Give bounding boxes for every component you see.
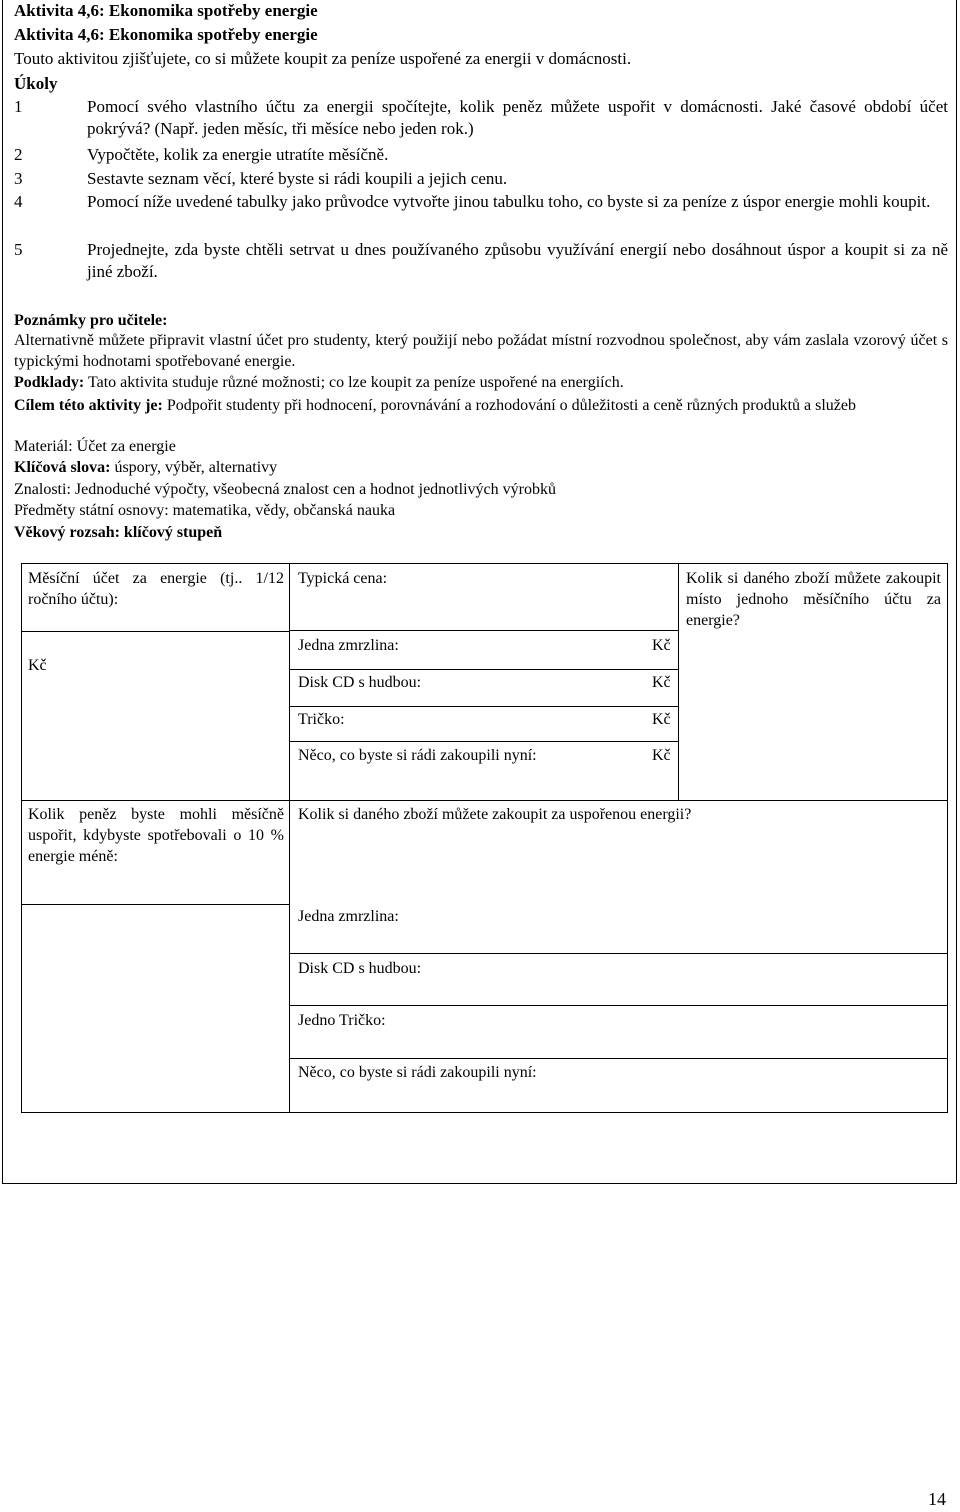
- notes-keywords: [14, 458, 277, 478]
- item-name: Disk CD s hudbou:: [298, 674, 422, 691]
- item-name: Tričko:: [298, 711, 345, 728]
- item-currency: Kč: [652, 637, 671, 654]
- notes-podklady: [14, 373, 624, 393]
- notes-goal: [14, 395, 948, 416]
- task-number: 3: [14, 169, 23, 188]
- row-divider: [289, 630, 678, 631]
- column-divider: [678, 563, 679, 800]
- item-currency: Kč: [652, 674, 671, 691]
- column-divider: [289, 563, 290, 1113]
- row-divider: [289, 706, 678, 707]
- monthly-bill-label: Měsíční účet za energie (tj.. 1/12 ročního účtu):: [28, 570, 284, 608]
- monthly-bill-currency: Kč: [28, 657, 47, 674]
- row-divider: [21, 800, 948, 801]
- row-divider: [289, 1058, 948, 1059]
- row-divider: [289, 669, 678, 670]
- activity-title-2: Aktivita 4,6: Ekonomika spotřeby energie: [14, 25, 318, 44]
- question-per-month: Kolik si daného zboží můžete zakoupit místo jednoho měsíčního účtu za energie?: [686, 570, 941, 629]
- notes-age-range: Věkový rozsah: klíčový stupeň: [14, 524, 223, 541]
- activity-title-1: Aktivita 4,6: Ekonomika spotřeby energie: [14, 1, 318, 20]
- notes-heading: Poznámky pro učitele:: [14, 312, 168, 329]
- page-number: 14: [928, 1489, 946, 1509]
- task-text: Pomocí níže uvedené tabulky jako průvodce vytvořte jinou tabulku toho, co byste si za peníze z úspor energie mohli koupit.: [87, 192, 931, 211]
- podklady-label: Podklady:: [14, 374, 85, 391]
- task-number: 1: [14, 97, 23, 116]
- podklady-text: Tato aktivita studuje různé možnosti; co lze koupit za peníze uspořené na energiích.: [84, 374, 624, 391]
- task-number: 4: [14, 192, 23, 211]
- item-name: Jedna zmrzlina:: [298, 637, 399, 654]
- item-currency: Kč: [652, 747, 671, 764]
- goal-label: Cílem této aktivity je:: [14, 397, 163, 414]
- task-text: Vypočtěte, kolik za energie utratíte měsíčně.: [87, 145, 389, 164]
- item-name: Jedno Tričko:: [298, 1012, 386, 1029]
- row-divider: [289, 1005, 948, 1006]
- item-name: Disk CD s hudbou:: [298, 960, 422, 977]
- task-text: Pomocí svého vlastního účtu za energii spočítejte, kolik peněz můžete uspořit v domácnosti. Jaké časové období účet pokrývá? (Např. jeden měsíc, tři měsíce nebo jeden rok.): [87, 97, 948, 138]
- question-savings: Kolik si daného zboží můžete zakoupit za uspořenou energii?: [298, 806, 692, 823]
- row-divider: [21, 631, 289, 632]
- keywords-label: Klíčová slova:: [14, 459, 111, 476]
- task-number: 5: [14, 240, 23, 259]
- keywords-text: úspory, výběr, alternativy: [110, 459, 278, 476]
- row-divider: [289, 741, 678, 742]
- typical-price-label: Typická cena:: [298, 570, 388, 587]
- row-divider: [21, 904, 289, 905]
- task-number: 2: [14, 145, 23, 164]
- item-name: Něco, co byste si rádi zakoupili nyní:: [298, 1064, 537, 1081]
- notes-subjects: Předměty státní osnovy: matematika, vědy, občanská nauka: [14, 502, 396, 519]
- notes-material: Materiál: Účet za energie: [14, 438, 176, 455]
- item-name: Jedna zmrzlina:: [298, 908, 399, 925]
- notes-alternative: Alternativně můžete připravit vlastní účet pro studenty, který použijí nebo požádat místní rozvodnou společnost, aby vám zaslala vzorový účet s typickými hodnotami spotřebované energie.: [14, 332, 948, 370]
- task-text: Sestavte seznam věcí, které byste si rádi koupili a jejich cenu.: [87, 169, 508, 188]
- goal-text: Podpořit studenty při hodnocení, porovnávání a rozhodování o důležitosti a ceně různých produktů a služeb: [162, 397, 856, 414]
- item-currency: Kč: [652, 711, 671, 728]
- item-name: Něco, co byste si rádi zakoupili nyní:: [298, 747, 537, 764]
- row-divider: [289, 953, 948, 954]
- notes-knowledge: Znalosti: Jednoduché výpočty, všeobecná znalost cen a hodnot jednotlivých výrobků: [14, 481, 556, 498]
- task-text: Projednejte, zda byste chtěli setrvat u dnes používaného způsobu využívání energií nebo dosáhnout úspor a koupit si za ně jiné zboží.: [87, 240, 948, 281]
- activity-intro: Touto aktivitou zjišťujete, co si můžete koupit za peníze uspořené za energii v domácnosti.: [14, 49, 632, 68]
- savings-question: Kolik peněz byste mohli měsíčně uspořit, kdybyste spotřebovali o 10 % energie méně:: [28, 806, 284, 865]
- tasks-heading: Úkoly: [14, 74, 58, 93]
